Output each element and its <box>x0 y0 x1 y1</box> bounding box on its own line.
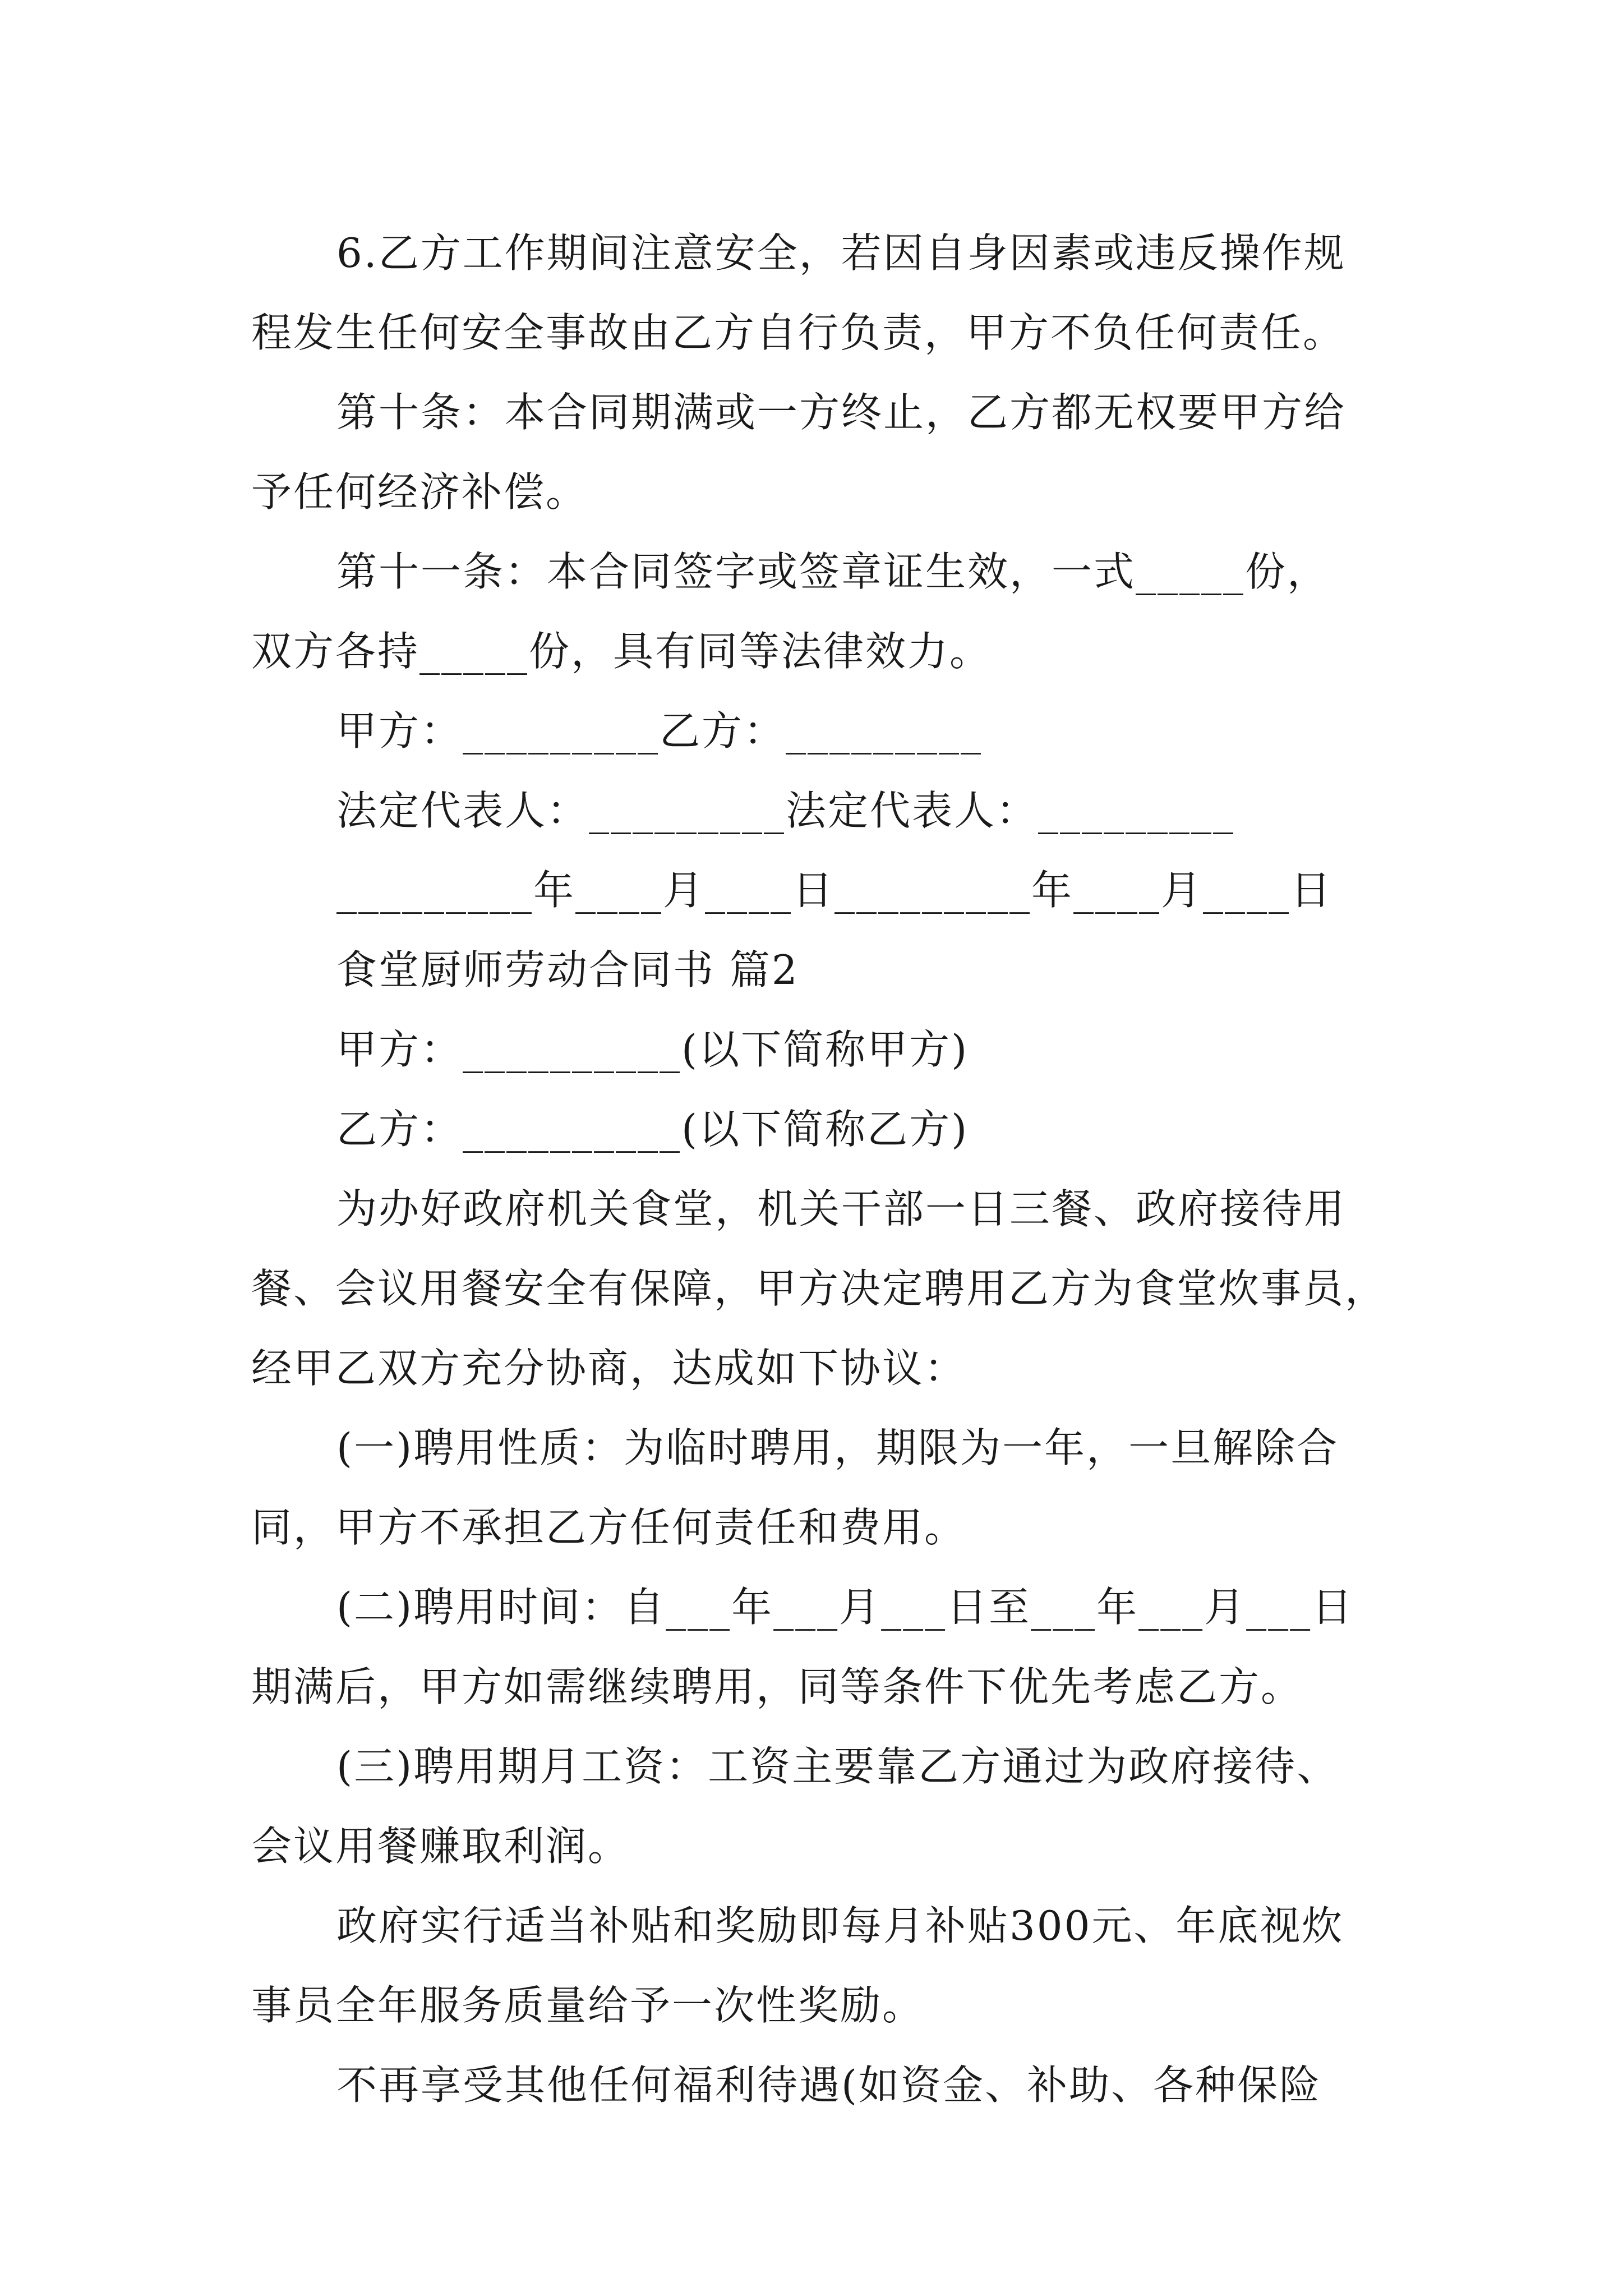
paragraph-line: 不再享受其他任何福利待遇(如资金、补助、各种保险 <box>336 2062 1322 2109</box>
paragraph-line: 餐、会议用餐安全有保障，甲方决定聘用乙方为食堂炊事员， <box>251 1265 1387 1312</box>
paragraph-line: 经甲乙双方充分协商，达成如下协议： <box>251 1345 967 1392</box>
party-line: 乙方：__________(以下简称乙方) <box>336 1106 969 1153</box>
section-heading: 食堂厨师劳动合同书 篇2 <box>336 946 799 993</box>
paragraph-line: 第十一条：本合同签字或签章证生效，一式_____份， <box>336 548 1330 595</box>
paragraph-line: 予任何经济补偿。 <box>251 468 588 516</box>
paragraph-line: 6.乙方工作期间注意安全，若因自身因素或违反操作规 <box>336 229 1346 277</box>
paragraph-line: (一)聘用性质：为临时聘用，期限为一年，一旦解除合 <box>336 1424 1339 1471</box>
date-line: _________年____月____日_________年____月____日 <box>336 867 1332 914</box>
paragraph-line: 会议用餐赚取利润。 <box>251 1823 630 1870</box>
paragraph-line: 第十条：本合同期满或一方终止，乙方都无权要甲方给 <box>336 389 1347 436</box>
paragraph-line: 同，甲方不承担乙方任何责任和费用。 <box>251 1504 967 1551</box>
paragraph-line: 为办好政府机关食堂，机关干部一日三餐、政府接待用 <box>336 1185 1347 1232</box>
paragraph-line: 期满后，甲方如需继续聘用，同等条件下优先考虑乙方。 <box>251 1663 1303 1710</box>
paragraph-line: 双方各持_____份，具有同等法律效力。 <box>251 628 992 675</box>
document-body <box>251 213 1390 2125</box>
signature-line: 法定代表人：_________法定代表人：_________ <box>336 787 1235 834</box>
paragraph-line: 程发生任何安全事故由乙方自行负责，甲方不负任何责任。 <box>251 309 1345 356</box>
paragraph-line: (三)聘用期月工资：工资主要靠乙方通过为政府接待、 <box>336 1743 1339 1790</box>
paragraph-line: 政府实行适当补贴和奖励即每月补贴300元、年底视炊 <box>336 1902 1344 1949</box>
paragraph-line: (二)聘用时间：自___年___月___日至___年___月___日 <box>336 1584 1354 1631</box>
signature-line: 甲方：_________乙方：_________ <box>336 707 983 754</box>
paragraph-line: 事员全年服务质量给予一次性奖励。 <box>251 1982 925 2029</box>
party-line: 甲方：__________(以下简称甲方) <box>336 1026 969 1073</box>
